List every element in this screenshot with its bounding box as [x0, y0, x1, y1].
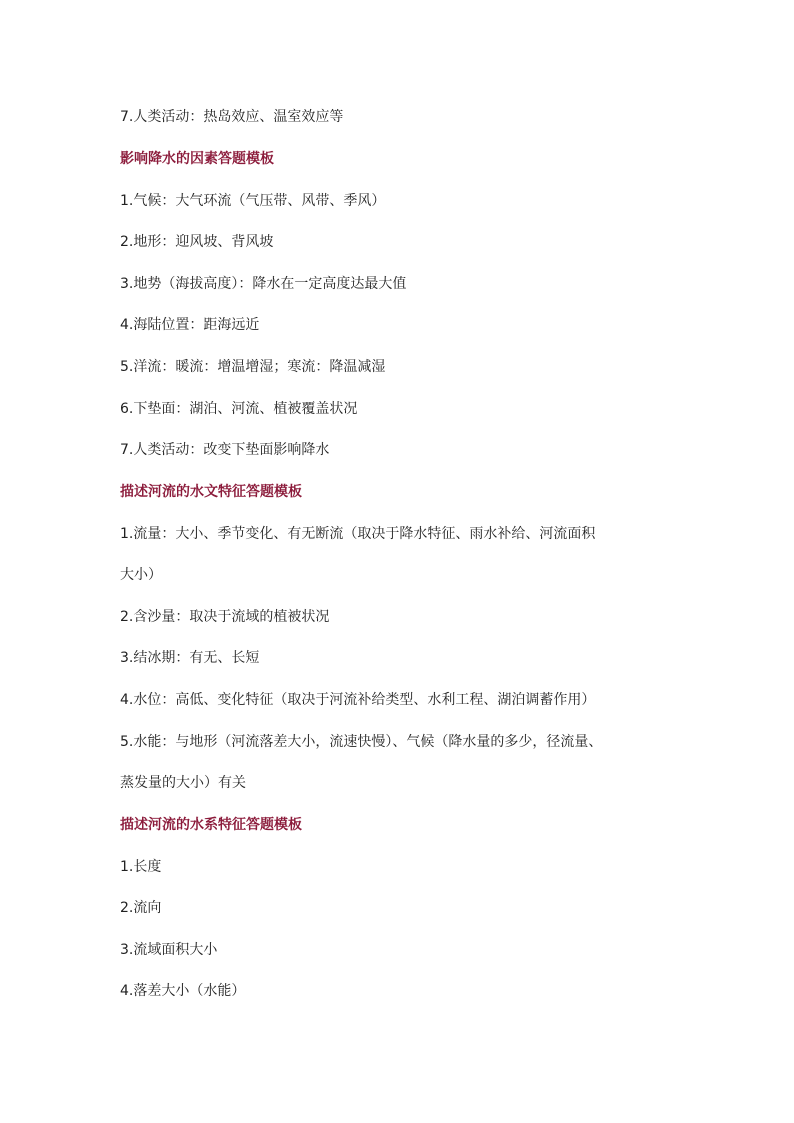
text-line: 蒸发量的大小）有关	[120, 775, 246, 791]
text-line: 1.长度	[120, 859, 162, 875]
text-line: 3.流域面积大小	[120, 942, 218, 958]
text-line: 4.落差大小（水能）	[120, 983, 246, 999]
text-line: 4.水位：高低、变化特征（取决于河流补给类型、水利工程、湖泊调蓄作用）	[120, 692, 596, 708]
text-line: 7.人类活动：改变下垫面影响降水	[120, 442, 330, 458]
text-line: 7.人类活动：热岛效应、温室效应等	[120, 109, 344, 125]
text-line: 2.地形：迎风坡、背风坡	[120, 234, 274, 250]
text-line: 4.海陆位置：距海远近	[120, 317, 260, 333]
text-line: 3.结冰期：有无、长短	[120, 650, 260, 666]
text-line: 5.水能：与地形（河流落差大小，流速快慢）、气候（降水量的多少，径流量、	[120, 734, 603, 750]
text-line: 大小）	[120, 567, 162, 583]
text-line: 1.流量：大小、季节变化、有无断流（取决于降水特征、雨水补给、河流面积	[120, 526, 596, 542]
text-line: 2.含沙量：取决于流域的植被状况	[120, 609, 330, 625]
text-line: 3.地势（海拔高度）：降水在一定高度达最大值	[120, 276, 407, 292]
text-line: 5.洋流：暖流：增温增湿；寒流：降温减湿	[120, 359, 386, 375]
section-heading: 影响降水的因素答题模板	[120, 151, 274, 167]
section-heading: 描述河流的水系特征答题模板	[120, 817, 302, 833]
text-line: 2.流向	[120, 900, 162, 916]
section-heading: 描述河流的水文特征答题模板	[120, 484, 302, 500]
text-line: 6.下垫面：湖泊、河流、植被覆盖状况	[120, 401, 358, 417]
text-line: 1.气候：大气环流（气压带、风带、季风）	[120, 193, 386, 209]
